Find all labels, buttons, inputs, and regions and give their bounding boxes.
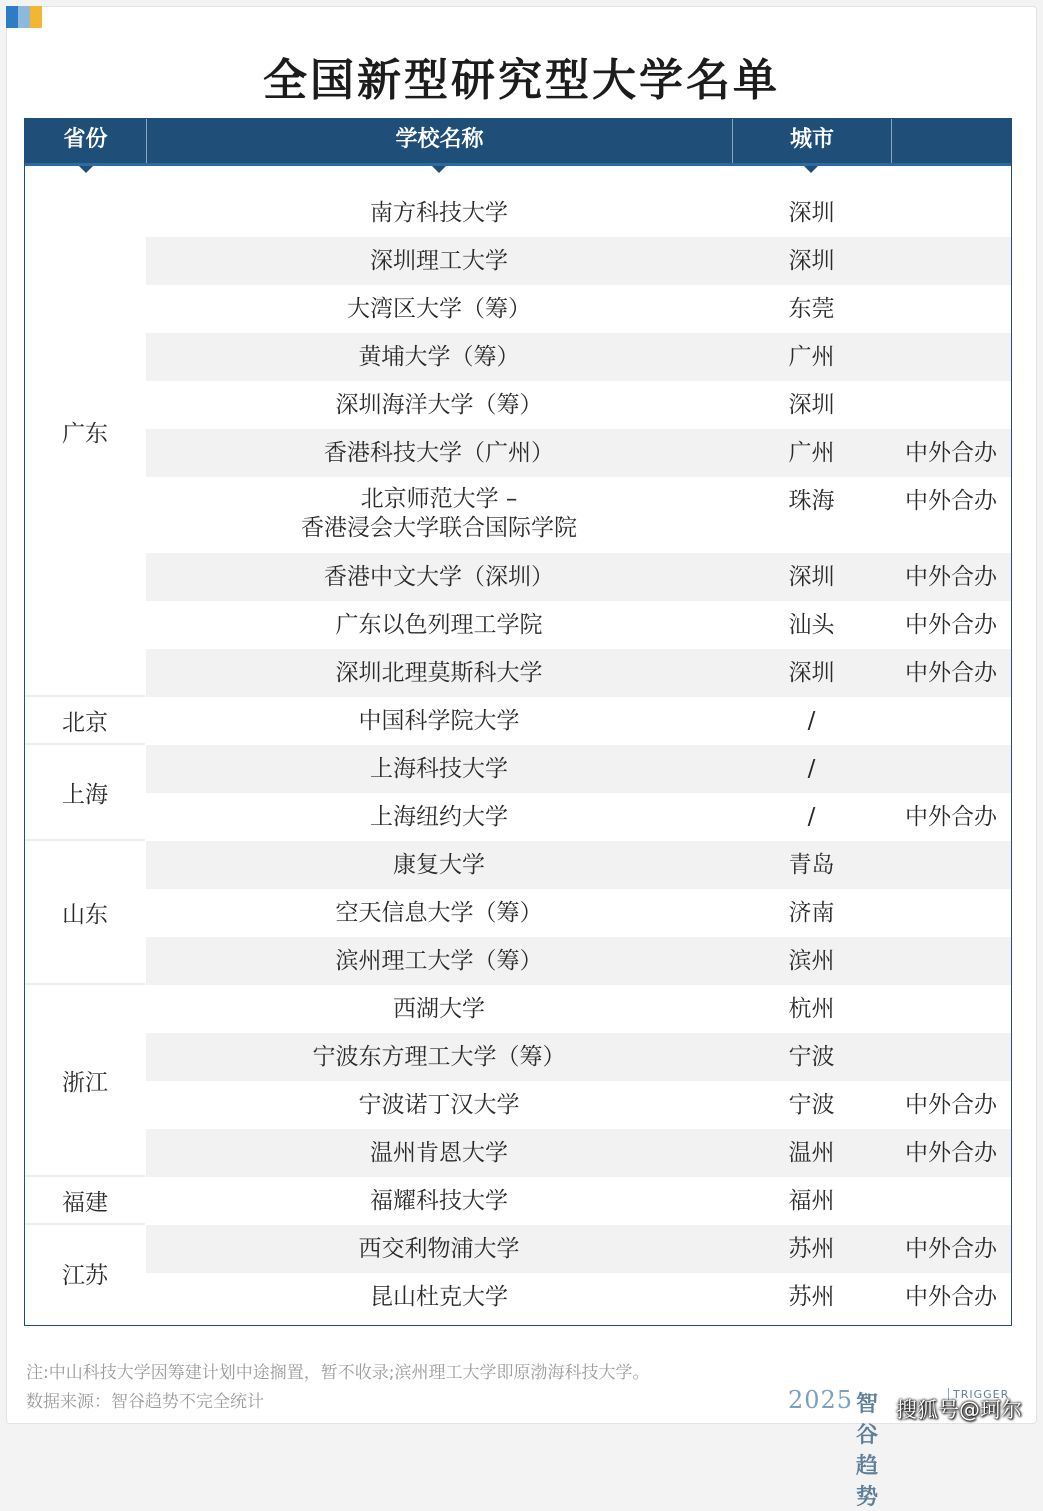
table-row — [146, 1177, 1011, 1225]
school-name: 深圳北理莫斯科大学 — [335, 660, 543, 686]
province-cell: 上海 — [25, 745, 145, 841]
type-cell: 中外合办 — [905, 440, 997, 466]
city-cell: 苏州 — [788, 1236, 835, 1262]
city-cell: 深圳 — [788, 392, 835, 418]
table-row — [146, 1033, 1011, 1081]
school-name: 中国科学院大学 — [358, 708, 520, 734]
table-row — [146, 745, 1011, 793]
school-name: 大湾区大学（筹） — [347, 296, 531, 322]
school-name: 南方科技大学 — [370, 200, 508, 226]
table-row — [146, 601, 1011, 649]
table-row — [146, 937, 1011, 985]
school-name: 黄埔大学（筹） — [358, 344, 520, 370]
table-row — [146, 649, 1011, 697]
school-name: 西交利物浦大学 — [358, 1236, 520, 1262]
corner-accent-mark — [6, 6, 42, 28]
province-cell: 广东 — [25, 167, 145, 697]
table-row — [146, 285, 1011, 333]
table-row — [146, 477, 1011, 553]
city-cell: 东莞 — [788, 296, 835, 322]
city-cell: 滨州 — [788, 948, 835, 974]
brand-sub: TRIGGER — [948, 1388, 1009, 1401]
school-name: 宁波诺丁汉大学 — [358, 1092, 520, 1118]
table-header — [25, 119, 1011, 166]
table-row — [146, 237, 1011, 285]
table-row — [146, 189, 1011, 237]
header-arrow-city — [804, 166, 818, 173]
type-cell: 中外合办 — [905, 564, 997, 590]
city-cell: / — [807, 804, 816, 830]
school-name: 滨州理工大学（筹） — [335, 948, 543, 974]
city-cell: 广州 — [788, 344, 835, 370]
school-name-line1: 北京师范大学 – — [360, 486, 518, 512]
type-cell: 中外合办 — [905, 1284, 997, 1310]
table-row — [146, 697, 1011, 745]
table-row — [146, 333, 1011, 381]
page-title: 全国新型研究型大学名单 — [263, 55, 780, 106]
school-name: 深圳理工大学 — [370, 248, 508, 274]
province-cell: 山东 — [25, 841, 145, 985]
header-province: 省份 — [63, 127, 108, 152]
header-note — [891, 119, 1011, 163]
school-name: 香港科技大学（广州） — [324, 440, 554, 466]
type-cell: 中外合办 — [905, 1140, 997, 1166]
brand-name: 智谷趋势 — [856, 1392, 879, 1510]
type-cell: 中外合办 — [905, 1236, 997, 1262]
footnote: 注:中山科技大学因筹建计划中途搁置，暂不收录;滨州理工大学即原渤海科技大学。 — [26, 1363, 650, 1383]
city-cell: 深圳 — [788, 660, 835, 686]
city-cell: 深圳 — [788, 200, 835, 226]
city-cell: 深圳 — [788, 564, 835, 590]
data-source: 数据来源：智谷趋势不完全统计 — [26, 1392, 264, 1412]
table-row — [146, 1081, 1011, 1129]
type-cell: 中外合办 — [905, 488, 997, 514]
province-cell: 北京 — [25, 697, 145, 745]
school-name: 深圳海洋大学（筹） — [335, 392, 543, 418]
school-name: 昆山杜克大学 — [370, 1284, 508, 1310]
school-name: 香港中文大学（深圳） — [324, 564, 554, 590]
table-row — [146, 889, 1011, 937]
school-name — [146, 477, 732, 543]
type-cell: 中外合办 — [905, 660, 997, 686]
school-name: 上海科技大学 — [370, 756, 508, 782]
city-cell: 福州 — [788, 1188, 835, 1214]
school-name: 广东以色列理工学院 — [335, 612, 543, 638]
city-cell: 深圳 — [788, 248, 835, 274]
province-cell: 浙江 — [25, 985, 145, 1177]
header-arrow-school — [432, 166, 446, 173]
city-cell: 杭州 — [788, 996, 835, 1022]
brand-year: 2025 — [788, 1386, 854, 1414]
table-row — [146, 553, 1011, 601]
school-name-line2: 香港浸会大学联合国际学院 — [301, 515, 577, 541]
city-cell: / — [807, 708, 816, 734]
city-cell: 汕头 — [788, 612, 835, 638]
type-cell: 中外合办 — [905, 612, 997, 638]
city-cell: 青岛 — [788, 852, 835, 878]
header-school: 学校名称 — [146, 119, 732, 163]
school-name: 西湖大学 — [393, 996, 485, 1022]
university-table — [24, 118, 1012, 1326]
table-row — [146, 793, 1011, 841]
school-name: 空天信息大学（筹） — [335, 900, 543, 926]
province-cell: 福建 — [25, 1177, 145, 1225]
school-name: 上海纽约大学 — [370, 804, 508, 830]
table-row — [146, 429, 1011, 477]
table-row — [146, 1129, 1011, 1177]
watermark: 搜狐号@珂尔 — [896, 1398, 1022, 1422]
school-name: 温州肯恩大学 — [370, 1140, 508, 1166]
type-cell: 中外合办 — [905, 804, 997, 830]
city-cell: 宁波 — [788, 1092, 835, 1118]
province-cell: 江苏 — [62, 1262, 108, 1289]
city-cell: 广州 — [788, 440, 835, 466]
city-cell: / — [807, 756, 816, 782]
header-city: 城市 — [732, 119, 891, 163]
school-name: 福耀科技大学 — [370, 1188, 508, 1214]
city-cell: 苏州 — [788, 1284, 835, 1310]
city-cell: 宁波 — [788, 1044, 835, 1070]
school-name: 康复大学 — [393, 852, 485, 878]
school-name: 宁波东方理工大学（筹） — [312, 1044, 566, 1070]
city-cell: 温州 — [788, 1140, 835, 1166]
type-cell: 中外合办 — [905, 1092, 997, 1118]
table-row — [146, 841, 1011, 889]
table-row — [146, 1225, 1011, 1273]
table-row — [146, 1273, 1011, 1321]
table-row — [146, 381, 1011, 429]
city-cell: 珠海 — [788, 488, 835, 514]
table-row — [146, 985, 1011, 1033]
city-cell: 济南 — [788, 900, 835, 926]
